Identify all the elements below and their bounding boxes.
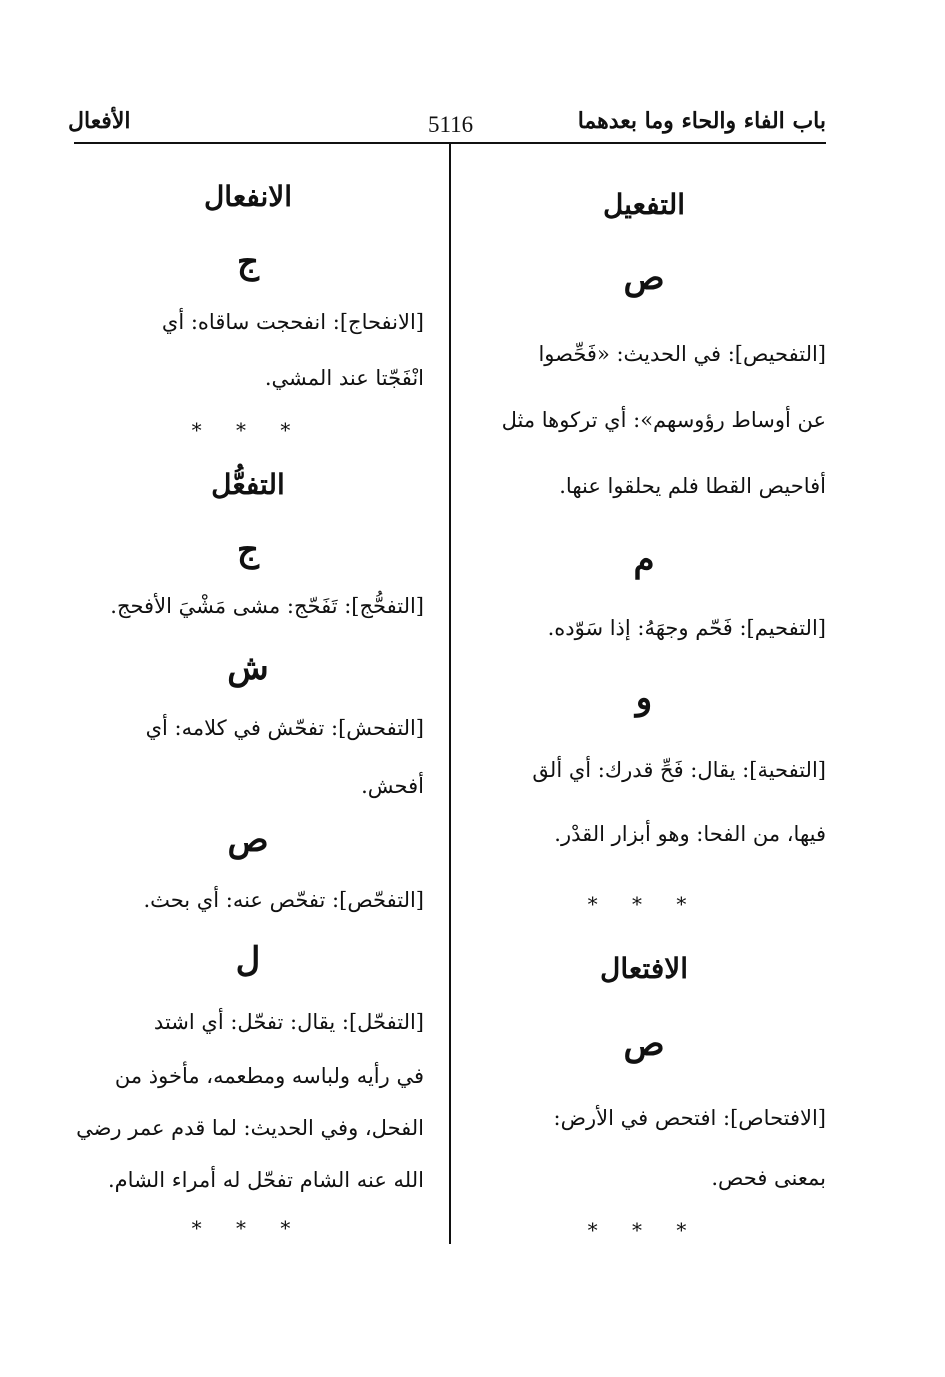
entry-line: في رأيه ولباسه ومطعمه، مأخوذ من (114, 1064, 424, 1088)
entry-line: أفاحيص القطا فلم يحلقوا عنها. (559, 474, 826, 498)
letter-heading: م (633, 540, 655, 580)
letter-heading: ش (227, 648, 269, 688)
entry-line: [التفحيم]: فَحّم وجهَهُ: إذا سَوّده. (547, 616, 826, 640)
entry-line: [التفحية]: يقال: فَحِّ قدرك: أي ألق (532, 758, 826, 782)
entry-line: الفحل، وفي الحديث: لما قدم عمر رضي (76, 1116, 424, 1140)
letter-heading: ص (623, 258, 665, 298)
chapter-title: باب الفاء والحاء وما بعدهما (577, 108, 826, 134)
entry-line: [التفحّص]: تفحّص عنه: أي بحث. (143, 888, 424, 912)
section-heading: الافتعال (600, 952, 688, 985)
section-heading: التفعُّل (211, 468, 285, 501)
section-heading: الانفعال (203, 180, 293, 213)
column-divider (449, 144, 451, 1244)
letter-heading: و (635, 678, 653, 718)
separator-stars: * * * (191, 418, 305, 442)
letter-heading: ج (237, 530, 259, 570)
page-number: 5116 (428, 112, 474, 137)
entry-line: عن أوساط رؤوسهم»: أي تركوها مثل (501, 408, 826, 432)
entry-line: فيها، من الفحا: وهو أبزار القدْر. (554, 822, 826, 846)
letter-heading: ص (227, 820, 269, 860)
entry-line: [التفحُّج]: تَفَحّج: مشى مَشْيَ الأفحج. (110, 594, 424, 618)
separator-stars: * * * (191, 1216, 305, 1240)
separator-stars: * * * (587, 892, 701, 916)
separator-stars: * * * (587, 1218, 701, 1242)
entry-line: [الافتحاص]: افتحص في الأرض: (553, 1106, 826, 1130)
letter-heading: ل (235, 940, 261, 980)
section-heading: التفعيل (602, 188, 686, 221)
page-header (68, 108, 826, 140)
entry-line: الله عنه الشام تفحّل له أمراء الشام. (108, 1168, 424, 1192)
entry-line: [التفحّل]: يقال: تفحّل: أي اشتد (153, 1010, 424, 1034)
entry-line: انْفَجّتا عند المشي. (264, 366, 424, 390)
entry-line: [التفحيص]: في الحديث: «فَحِّصوا (538, 342, 826, 366)
entry-line: أفحش. (361, 774, 424, 798)
entry-line: [الانفحاج]: انفحجت ساقاه: أي (161, 310, 424, 334)
section-title: الأفعال (68, 108, 131, 134)
letter-heading: ج (237, 242, 259, 282)
entry-line: [التفحش]: تفحّش في كلامه: أي (145, 716, 424, 740)
entry-line: بمعنى فحص. (711, 1166, 826, 1190)
letter-heading: ص (623, 1024, 665, 1064)
